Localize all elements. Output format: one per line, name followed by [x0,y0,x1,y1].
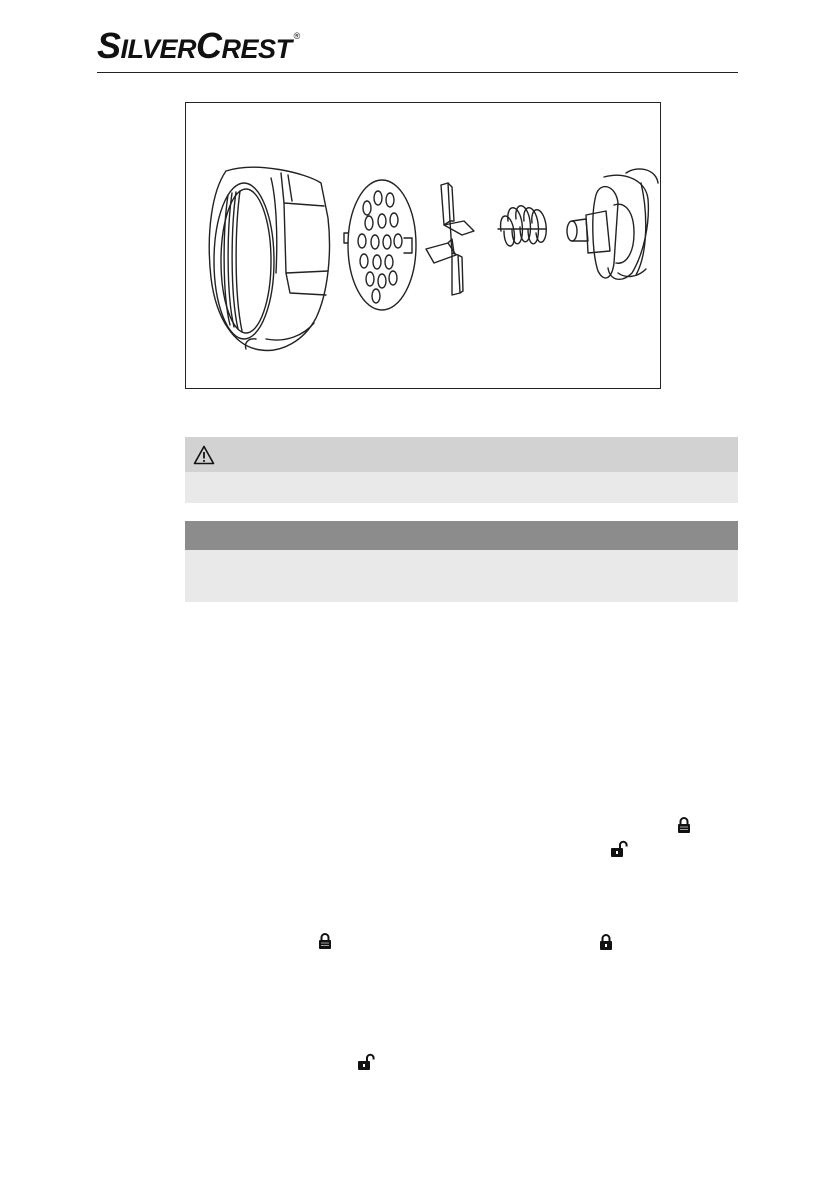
lock-closed-icon [318,932,332,950]
spring-icon [498,206,546,246]
brand-letter: C [196,25,222,66]
lock-open-icon [357,1053,375,1071]
note-header [185,521,738,550]
warning-header [185,437,738,472]
note-body [185,550,738,602]
warning-triangle-icon [193,445,215,465]
brand-logo [97,25,300,66]
brand-letters: REST [221,34,292,64]
cross-blade-icon [426,183,474,295]
lock-closed-icon [599,933,613,951]
warning-body [185,472,738,503]
header-rule [97,72,738,73]
parts-illustration [186,103,660,388]
screw-conveyor-icon [567,169,658,279]
perforated-disc-icon [344,180,416,310]
brand-letter: S [97,25,121,66]
lock-open-icon [610,840,628,858]
brand-letters: ILVER [120,34,197,64]
parts-figure [185,102,661,389]
registered-mark: ® [293,31,300,41]
ring-nut-icon [209,167,329,350]
lock-closed-icon [677,816,691,834]
